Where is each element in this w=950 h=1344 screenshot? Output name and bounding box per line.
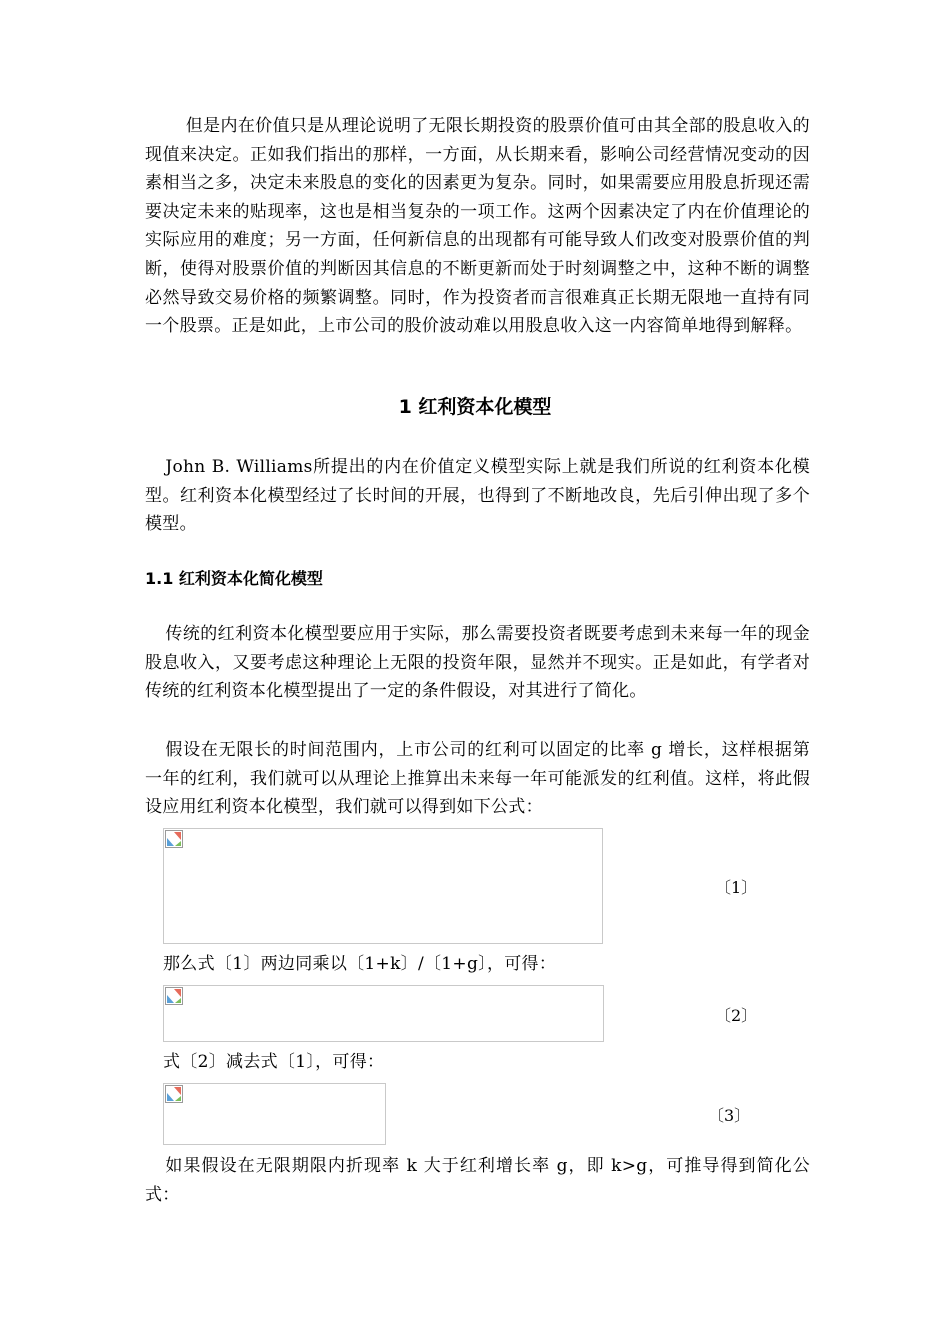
broken-image-icon xyxy=(165,830,183,848)
broken-image-icon xyxy=(165,1085,183,1103)
paragraph-growth-assumption: 假设在无限长的时间范围内，上市公司的红利可以固定的比率 g 增长，这样根据第一年的红利，我们就可以从理论上推算出未来每一年可能派发的红利值。这样，将此假设应用红利资本化模型，我们就可以得到如下公式： xyxy=(145,740,810,818)
formula-3-image xyxy=(163,1083,386,1145)
paragraph-intrinsic-value: 但是内在价值只是从理论说明了无限长期投资的股票价值可由其全部的股息收入的现值来决定。正如我们指出的那样，一方面，从长期来看，影响公司经营情况变动的因素相当之多，决定未来股息的变化的因素更为复杂。同时，如果需要应用股息折现还需要决定未来的贴现率，这也是相当复杂的一项工作。这两个因素决定了内在价值理论的实际应用的难度；另一方面，任何新信息的出现都有可能导致人们改变对股票价值的判断，使得对股票价值的判断因其信息的不断更新而处于时刻调整之中，这种不断的调整必然导致交易价格的频繁调整。同时，作为投资者而言很难真正长期无限地一直持有同一个股票。正是如此，上市公司的股价波动难以用股息收入这一内容简单地得到解释。 xyxy=(145,116,810,337)
paragraph-traditional-model: 传统的红利资本化模型要应用于实际，那么需要投资者既要考虑到未来每一年的现金股息收入，又要考虑这种理论上无限的投资年限，显然并不现实。正是如此，有学者对传统的红利资本化模型提出了一定的条件假设，对其进行了简化。 xyxy=(145,624,810,702)
subsection-heading: 1.1 红利资本化简化模型 xyxy=(145,569,323,588)
text-subtract-step: 式〔2〕减去式〔1〕，可得： xyxy=(163,1052,385,1072)
formula-2-image xyxy=(163,985,604,1042)
text-multiply-step: 那么式〔1〕两边同乘以〔1+k〕/〔1+g〕，可得： xyxy=(163,954,557,974)
broken-image-icon xyxy=(165,987,183,1005)
equation-number-3: 〔3〕 xyxy=(708,1106,751,1125)
equation-number-2: 〔2〕 xyxy=(715,1006,758,1025)
paragraph-williams: John B. Williams所提出的内在价值定义模型实际上就是我们所说的红利资本化模型。红利资本化模型经过了长时间的开展，也得到了不断地改良，先后引伸出现了多个模型。 xyxy=(145,457,810,535)
formula-1-image xyxy=(163,828,603,944)
paragraph-simplified-formula: 如果假设在无限期限内折现率 k 大于红利增长率 g，即 k>g，可推导得到简化公式： xyxy=(145,1156,810,1205)
section-heading: 1 红利资本化模型 xyxy=(398,396,552,418)
equation-number-1: 〔1〕 xyxy=(715,878,758,897)
